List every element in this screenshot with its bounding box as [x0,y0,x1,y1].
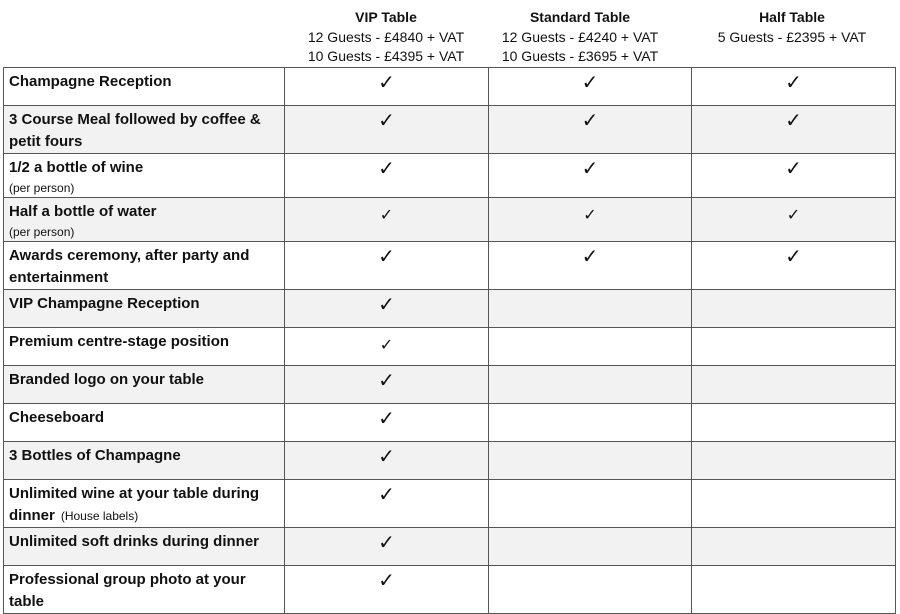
check-icon: ✓ [378,156,395,180]
standard-cell [489,404,692,442]
vip-cell [285,68,489,106]
check-icon: ✓ [378,368,395,392]
feature-label: Half a bottle of water [9,203,157,220]
table-row [4,366,896,404]
feature-note: (per person) [9,225,75,239]
check-icon: ✓ [378,444,395,468]
pricing-header [284,0,895,68]
feature-label: Unlimited wine at your table during dinner [9,485,260,524]
check-icon: ✓ [785,108,802,132]
check-icon: ✓ [378,482,395,506]
feature-cell [4,366,285,404]
feature-cell [4,404,285,442]
table-row [4,328,896,366]
half-cell [692,198,896,242]
table-row [4,154,896,198]
vip-cell [285,328,489,366]
feature-label: 3 Bottles of Champagne [9,447,181,464]
feature-cell [4,242,285,290]
half-cell [692,106,896,154]
vip-cell [285,154,489,198]
table-row [4,442,896,480]
feature-cell [4,566,285,614]
check-icon: ✓ [378,406,395,430]
half-cell [692,68,896,106]
vip-cell [285,480,489,528]
standard-cell [489,198,692,242]
check-icon: ✓ [378,70,395,94]
vip-cell [285,528,489,566]
feature-note: (House labels) [60,509,139,523]
check-icon: ✓ [379,205,394,224]
price-line: 12 Guests - £4840 + VAT [307,28,465,45]
feature-label: VIP Champagne Reception [9,295,200,312]
table-row [4,404,896,442]
price-line: 10 Guests - £4395 + VAT [307,48,465,64]
half-cell [692,366,896,404]
column-title: VIP Table [355,9,417,25]
standard-table-header [478,8,682,67]
feature-cell [4,290,285,328]
feature-cell [4,68,285,106]
table-row [4,68,896,106]
standard-cell [489,528,692,566]
half-cell [692,566,896,614]
vip-cell [285,198,489,242]
column-title: Half Table [759,9,825,25]
feature-label: Unlimited soft drinks during dinner [9,533,260,550]
half-cell [692,242,896,290]
table-row [4,198,896,242]
feature-label: 3 Course Meal followed by coffee & petit fours [9,111,261,150]
half-cell [692,290,896,328]
check-icon: ✓ [581,244,599,268]
package-comparison-table [3,67,896,614]
half-cell [692,154,896,198]
vip-table-header [284,8,488,67]
vip-cell [285,242,489,290]
check-icon: ✓ [581,70,599,94]
half-cell [692,480,896,528]
vip-cell [285,404,489,442]
half-table-header [690,8,894,47]
check-icon: ✓ [378,568,395,592]
feature-label: Premium centre-stage position [9,333,230,350]
check-icon: ✓ [379,335,394,354]
table-row [4,528,896,566]
standard-cell [489,442,692,480]
standard-cell [489,106,692,154]
price-line: 10 Guests - £3695 + VAT [501,48,659,64]
feature-label: Branded logo on your table [9,371,205,388]
table-row [4,566,896,614]
standard-cell [489,480,692,528]
standard-cell [489,154,692,198]
check-icon: ✓ [378,244,395,268]
check-icon: ✓ [786,205,801,224]
vip-cell [285,442,489,480]
check-icon: ✓ [785,244,802,268]
feature-label: Awards ceremony, after party and entertainment [9,247,250,286]
check-icon: ✓ [581,156,599,180]
half-cell [692,528,896,566]
feature-cell [4,154,285,198]
feature-label: Champagne Reception [9,73,172,90]
vip-cell [285,106,489,154]
half-cell [692,404,896,442]
feature-label: 1/2 a bottle of wine [9,159,144,176]
feature-cell [4,480,285,528]
standard-cell [489,68,692,106]
vip-cell [285,290,489,328]
feature-cell [4,328,285,366]
table-row [4,480,896,528]
check-icon: ✓ [785,70,802,94]
feature-label: Professional group photo at your table [9,571,246,610]
feature-cell [4,198,285,242]
price-line: 12 Guests - £4240 + VAT [501,28,659,45]
half-cell [692,442,896,480]
feature-cell [4,528,285,566]
standard-cell [489,366,692,404]
half-cell [692,328,896,366]
vip-cell [285,366,489,404]
table-row [4,242,896,290]
standard-cell [489,290,692,328]
feature-label: Cheeseboard [9,409,105,426]
check-icon: ✓ [785,156,802,180]
check-icon: ✓ [378,530,395,554]
feature-cell [4,106,285,154]
feature-cell [4,442,285,480]
column-title: Standard Table [529,9,631,25]
feature-note: (per person) [9,181,75,195]
standard-cell [489,328,692,366]
vip-cell [285,566,489,614]
table-row [4,290,896,328]
check-icon: ✓ [583,205,597,224]
price-line: 5 Guests - £2395 + VAT [717,28,867,45]
standard-cell [489,242,692,290]
check-icon: ✓ [378,292,395,316]
check-icon: ✓ [378,108,395,132]
standard-cell [489,566,692,614]
table-row [4,106,896,154]
check-icon: ✓ [581,108,599,132]
